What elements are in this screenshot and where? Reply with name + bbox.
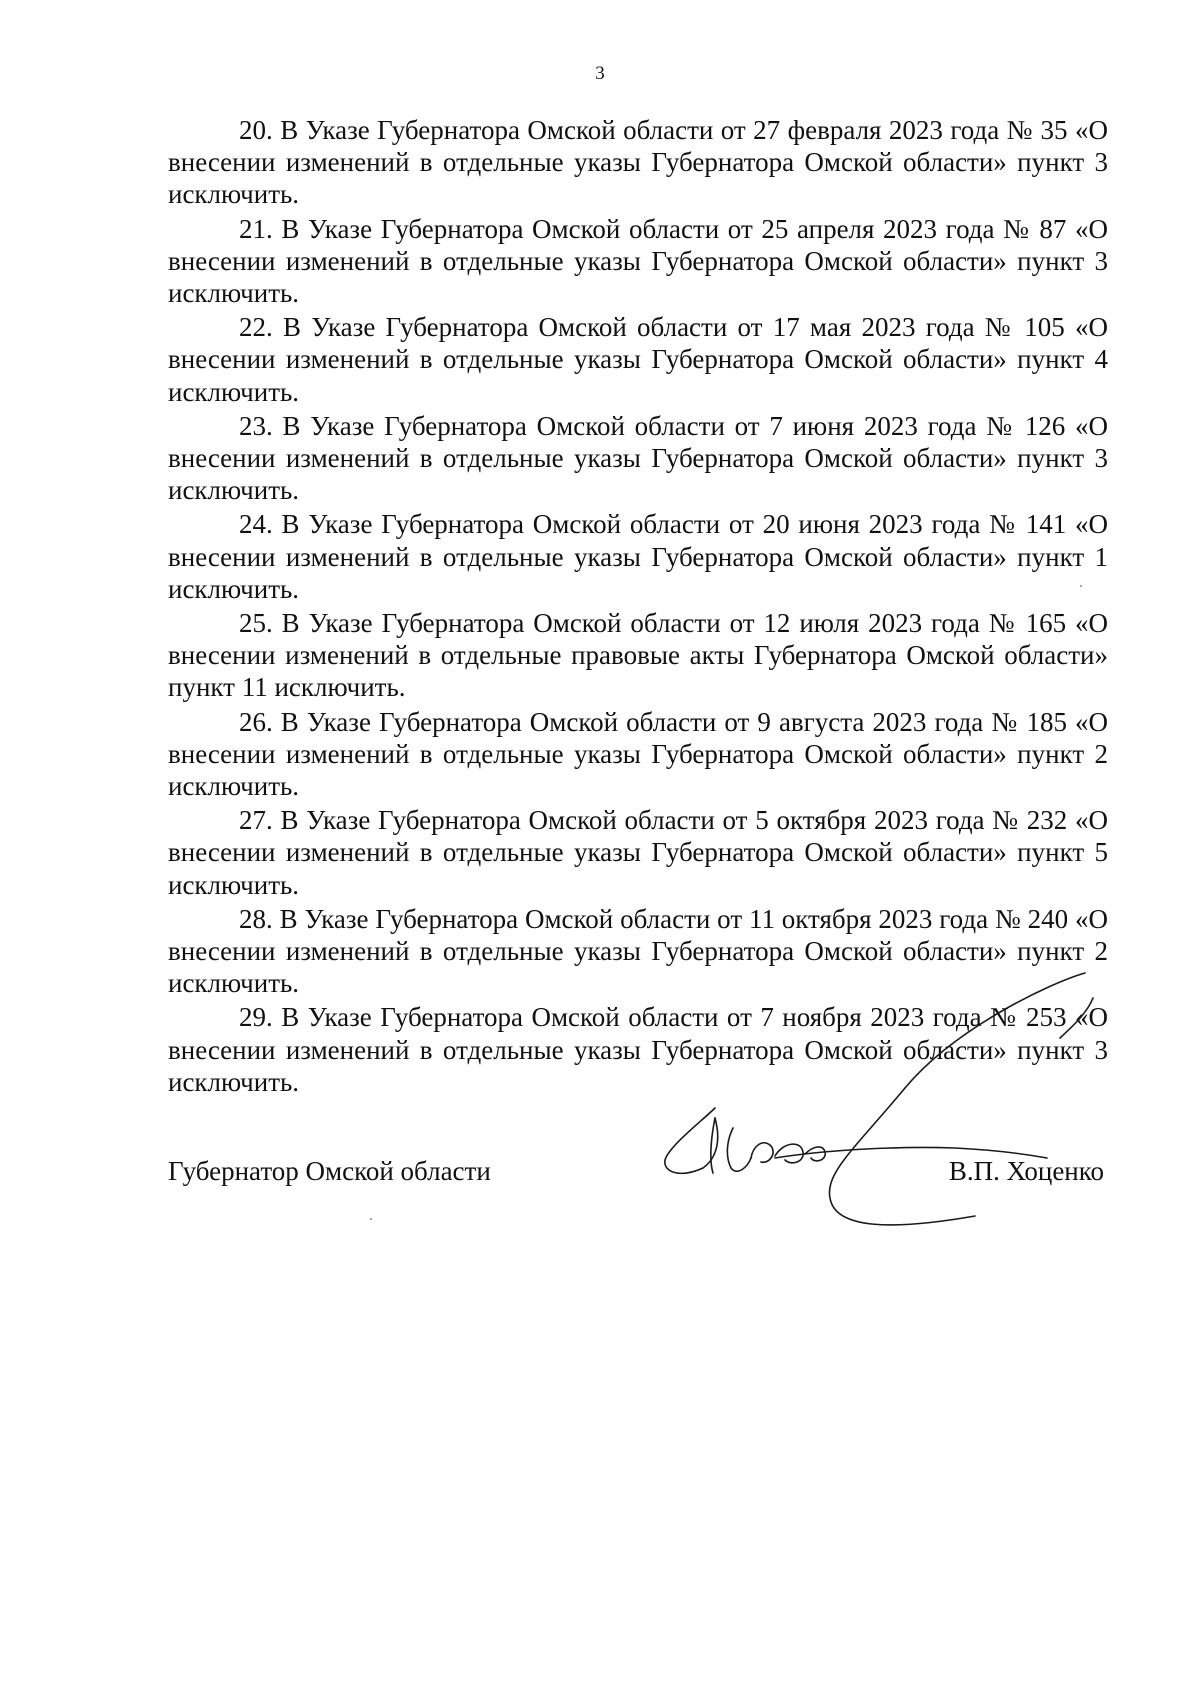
signer-name: В.П. Хоценко [948, 1156, 1104, 1186]
clause-26: 26. В Указе Губернатора Омской области от 9 августа 2023 года № 185 «О внесении изменений в отдельные указы Губернатора Омской области» пункт 2 исключить. [168, 706, 1108, 802]
clause-24: 24. В Указе Губернатора Омской области от 20 июня 2023 года № 141 «О внесении изменений в отдельные указы Губернатора Омской области» пункт 1 исключить. [168, 509, 1108, 604]
scan-speck [370, 1218, 372, 1220]
handwritten-signature [655, 968, 1135, 1238]
document-body [168, 114, 1108, 1100]
clause-21: 21. В Указе Губернатора Омской области от 25 апреля 2023 года № 87 «О внесении изменений в отдельные указы Губернатора Омской области» пункт 3 исключить. [168, 213, 1108, 309]
clause-28: 28. В Указе Губернатора Омской области от 11 октября 2023 года № 240 «О внесении изменений в отдельные указы Губернатора Омской области» пункт 2 исключить. [168, 903, 1108, 999]
clause-22: 22. В Указе Губернатора Омской области от 17 мая 2023 года № 105 «О внесении изменений в отдельные указы Губернатора Омской области» пункт 4 исключить. [168, 312, 1108, 407]
clause-25: 25. В Указе Губернатора Омской области от 12 июля 2023 года № 165 «О внесении изменений в отдельные правовые акты Губернатора Омской области» пункт 11 исключить. [168, 608, 1108, 703]
clause-20: 20. В Указе Губернатора Омской области от 27 февраля 2023 года № 35 «О внесении изменений в отдельные указы Губернатора Омской области» пункт 3 исключить. [168, 115, 1108, 210]
clause-23: 23. В Указе Губернатора Омской области от 7 июня 2023 года № 126 «О внесении изменений в отдельные указы Губернатора Омской области» пункт 3 исключить. [168, 410, 1108, 506]
clause-27: 27. В Указе Губернатора Омской области от 5 октября 2023 года № 232 «О внесении изменений в отдельные указы Губернатора Омской области» пункт 5 исключить. [168, 805, 1108, 900]
clause-29: 29. В Указе Губернатора Омской области от 7 ноября 2023 года № 253 «О внесении изменений в отдельные указы Губернатора Омской области» пункт 3 исключить. [168, 1002, 1108, 1097]
scan-speck [1080, 585, 1082, 587]
signer-title: Губернатор Омской области [168, 1156, 491, 1186]
page-number: 3 [595, 63, 605, 84]
